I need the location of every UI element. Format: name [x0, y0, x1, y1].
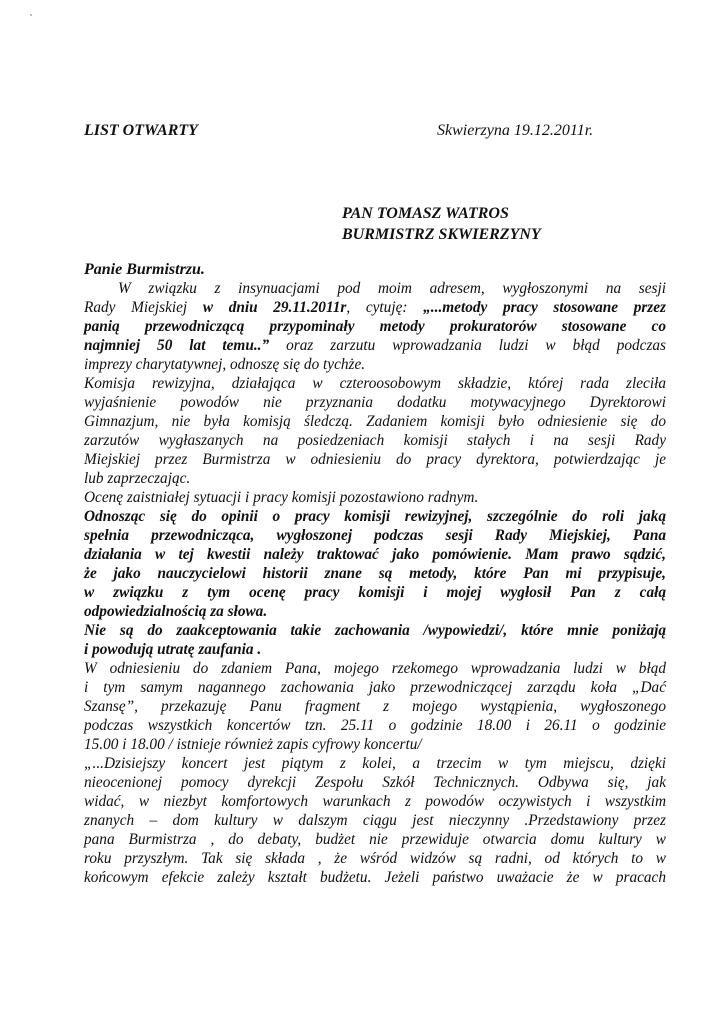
body-text: Komisja rewizyjna, działająca w czteroosobowym składzie, której rada zleciła	[84, 375, 666, 392]
body-line	[84, 279, 666, 298]
body-line	[84, 507, 666, 526]
body-line	[84, 849, 666, 868]
letter-body	[84, 279, 666, 887]
body-line	[84, 469, 666, 488]
body-line	[84, 792, 666, 811]
scan-speck	[30, 14, 32, 16]
salutation: Panie Burmistrzu.	[84, 261, 205, 278]
body-text: podczas wszystkich koncertów tzn. 25.11 o godzinie 18.00 i 26.11 o godzinie	[84, 717, 666, 734]
bold-text: „...metody pracy stosowane przez	[423, 299, 666, 316]
body-text: lub zaprzeczając.	[84, 470, 191, 487]
body-text: nieocenionej pomocy dyrekcji Zespołu Szkół Technicznych. Odbywa się, jak	[84, 774, 666, 791]
body-line	[84, 811, 666, 830]
bold-text: w dniu 29.11.2011r	[202, 299, 347, 316]
body-text: wyjaśnienie powodów nie przyznania dodatku motywacyjnego Dyrektorowi	[84, 394, 666, 411]
body-line	[84, 488, 666, 507]
body-line	[84, 735, 666, 754]
letter-title: LIST OTWARTY	[84, 122, 198, 139]
body-text: „...Dzisiejszy koncert jest piątym z kolei, a trzecim w tym miejscu, dzięki	[84, 755, 666, 772]
body-text: roku przyszłym. Tak się składa , że wśród widzów są radni, od których to w	[84, 850, 666, 867]
body-line	[84, 602, 666, 621]
bold-text: panią przewodniczącą przypominały metody prokuratorów stosowane co	[84, 318, 666, 335]
bold-text: działania w tej kwestii należy traktować jako pomówienie. Mam prawo sądzić,	[84, 546, 666, 563]
body-line	[84, 697, 666, 716]
body-line	[84, 355, 666, 374]
body-line	[84, 336, 666, 355]
bold-text: najmniej 50 lat temu..”	[84, 337, 270, 354]
body-text: 15.00 i 18.00 / istnieje również zapis cyfrowy koncertu/	[84, 736, 422, 753]
bold-text: spełnia przewodnicząca, wygłoszonej podczas sesji Rady Miejskiej, Pana	[84, 527, 666, 544]
body-line	[84, 412, 666, 431]
addressee-title: BURMISTRZ SKWIERZYNY	[342, 226, 541, 243]
body-text: widać, w niezbyt komfortowych warunkach z powodów oczywistych i wszystkim	[84, 793, 666, 810]
body-text: imprezy charytatywnej, odnoszę się do tychże.	[84, 356, 366, 373]
body-text: Szansę”, przekazuję Panu fragment z mojego wystąpienia, wygłoszonego	[84, 698, 666, 715]
bold-text: w związku z tym ocenę pracy komisji i mojej wygłosił Pan z całą	[84, 584, 666, 601]
body-text: W odniesieniu do zdaniem Pana, mojego rzekomego wprowadzania ludzi w błąd	[84, 660, 666, 677]
addressee-name: PAN TOMASZ WATROS	[342, 205, 509, 222]
body-line	[84, 393, 666, 412]
body-line	[84, 773, 666, 792]
body-line	[84, 830, 666, 849]
body-line	[84, 374, 666, 393]
bold-text: Nie są do zaakceptowania takie zachowania /wypowiedzi/, które mnie poniżają	[84, 622, 666, 639]
body-text: końcowym efekcie zależy kształt budżetu. Jeżeli państwo uważacie że w pracach	[84, 869, 666, 886]
bold-text: odpowiedzialnością za słowa.	[84, 603, 268, 620]
body-line	[84, 754, 666, 773]
body-text: znanych – dom kultury w dalszym ciągu jest nieczynny .Przedstawiony przez	[84, 812, 666, 829]
body-line	[84, 298, 666, 317]
body-text: Miejskiej przez Burmistrza w odniesieniu do pracy dyrektora, potwierdzając je	[84, 451, 666, 468]
body-line	[84, 317, 666, 336]
body-line	[84, 868, 666, 887]
body-line	[84, 526, 666, 545]
body-line	[84, 564, 666, 583]
body-text: , cytuję:	[346, 299, 424, 316]
body-line	[84, 583, 666, 602]
body-text: W związku z insynuacjami pod moim adresem, wygłoszonymi na sesji	[118, 280, 666, 297]
body-text: i tym samym nagannego zachowania jako przewodniczącej zarządu koła „Dać	[84, 679, 666, 696]
body-text: pana Burmistrza , do debaty, budżet nie przewiduje otwarcia domu kultury w	[84, 831, 666, 848]
body-line	[84, 640, 666, 659]
body-line	[84, 431, 666, 450]
body-text: Rady Miejskiej	[84, 299, 203, 316]
body-text: oraz zarzutu wprowadzania ludzi w błąd podczas	[269, 337, 667, 354]
body-text: Ocenę zaistniałej sytuacji i pracy komisji pozostawiono radnym.	[84, 489, 479, 506]
body-line	[84, 659, 666, 678]
body-line	[84, 545, 666, 564]
bold-text: i powodują utratę zaufania .	[84, 641, 262, 658]
bold-text: że jako nauczycielowi historii znane są metody, które Pan mi przypisuje,	[84, 565, 666, 582]
body-line	[84, 621, 666, 640]
body-line	[84, 716, 666, 735]
body-text: Gimnazjum, nie była komisją śledczą. Zadaniem komisji było odniesienie się do	[84, 413, 666, 430]
body-text: zarzutów wygłaszanych na posiedzeniach komisji stałych i na sesji Rady	[84, 432, 666, 449]
place-date: Skwierzyna 19.12.2011r.	[437, 122, 594, 139]
bold-text: Odnosząc się do opinii o pracy komisji rewizyjnej, szczególnie do roli jaką	[84, 508, 666, 525]
body-line	[84, 678, 666, 697]
body-line	[84, 450, 666, 469]
